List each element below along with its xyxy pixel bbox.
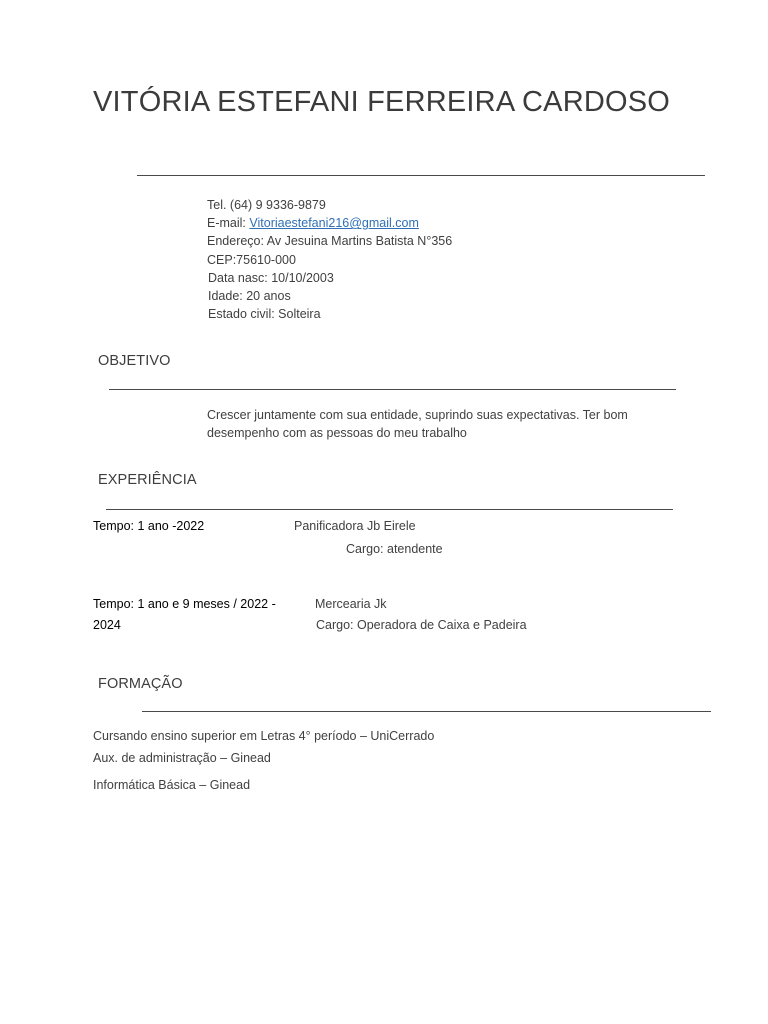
education-item-1: Cursando ensino superior em Letras 4° período – UniCerrado	[93, 729, 435, 743]
objective-line-1: Crescer juntamente com sua entidade, suprindo suas expectativas. Ter bom	[207, 408, 628, 422]
contact-email-label: E-mail:	[207, 216, 250, 231]
experience-2-time-line-2: 2024	[93, 618, 121, 632]
contact-cep: CEP:75610-000	[207, 252, 296, 267]
contact-birth: Data nasc: 10/10/2003	[208, 270, 334, 285]
contact-address: Endereço: Av Jesuina Martins Batista N°356	[207, 234, 453, 249]
experience-2-time-line-1: Tempo: 1 ano e 9 meses / 2022 -	[93, 597, 276, 611]
contact-block	[207, 196, 452, 323]
email-link[interactable]: Vitoriaestefani216@gmail.com	[249, 216, 419, 231]
education-divider	[142, 711, 711, 712]
section-title-education: FORMAÇÃO	[98, 676, 183, 692]
experience-divider	[106, 509, 673, 510]
experience-1-role: Cargo: atendente	[346, 542, 443, 556]
experience-2-role: Cargo: Operadora de Caixa e Padeira	[316, 618, 527, 632]
section-title-experience: EXPERIÊNCIA	[98, 472, 197, 488]
contact-age: Idade: 20 anos	[208, 289, 291, 304]
name-divider	[137, 175, 705, 176]
section-title-objective: OBJETIVO	[98, 353, 171, 369]
objective-divider	[109, 389, 676, 390]
contact-email	[207, 214, 452, 232]
page-title: VITÓRIA ESTEFANI FERREIRA CARDOSO	[93, 86, 671, 118]
education-item-2: Aux. de administração – Ginead	[93, 751, 271, 765]
objective-text	[207, 406, 657, 442]
experience-2-company: Mercearia Jk	[315, 597, 387, 611]
objective-line-2: desempenho com as pessoas do meu trabalho	[207, 426, 467, 440]
contact-civil-status: Estado civil: Solteira	[208, 307, 321, 322]
experience-1-company: Panificadora Jb Eirele	[294, 519, 416, 533]
contact-phone: Tel. (64) 9 9336-9879	[207, 198, 326, 212]
education-item-3: Informática Básica – Ginead	[93, 778, 251, 792]
experience-1-time: Tempo: 1 ano -2022	[93, 519, 205, 533]
